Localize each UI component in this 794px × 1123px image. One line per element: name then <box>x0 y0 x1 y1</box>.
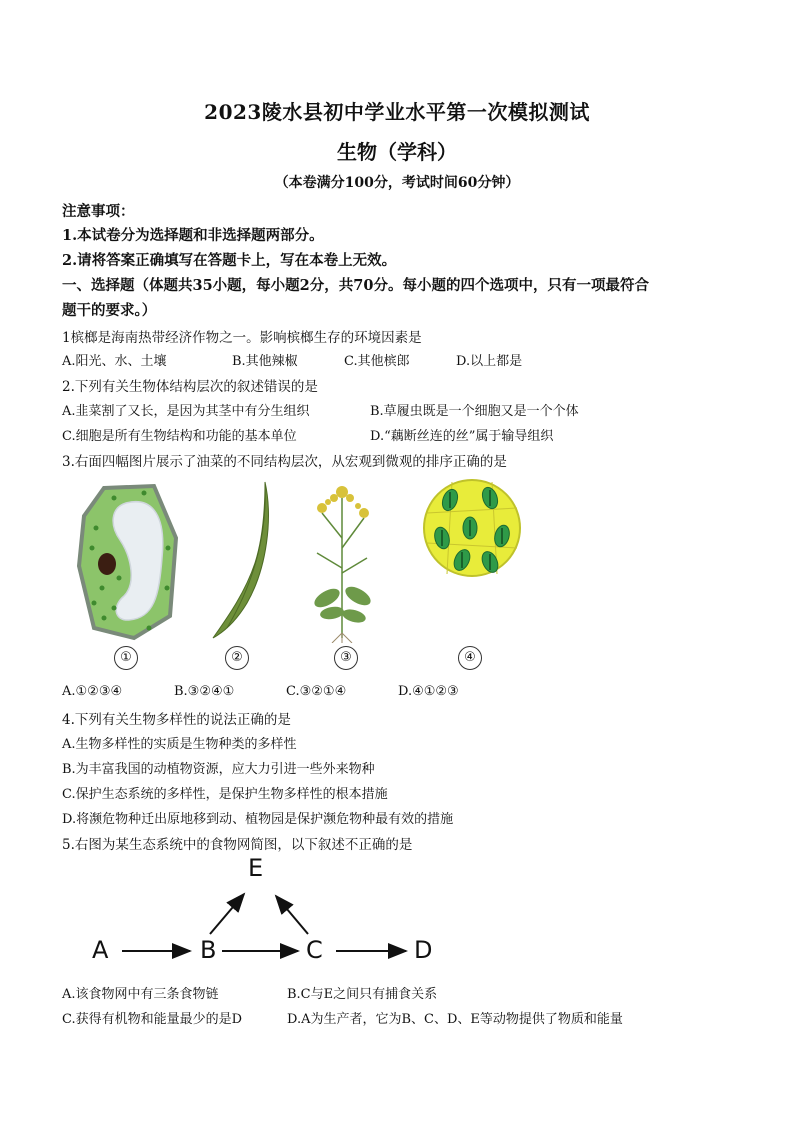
section-heading-cont: 题干的要求。） <box>62 302 157 319</box>
q4-option-c[interactable]: C.保护生态系统的多样性，是保护生物多样性的根本措施 <box>62 787 388 802</box>
q3-stem: 3.右面四幅图片展示了油菜的不同结构层次，从宏观到微观的排序正确的是 <box>62 454 507 470</box>
exam-title: 2023陵水县初中学业水平第一次模拟测试 <box>204 100 590 124</box>
q2-option-c[interactable]: C.细胞是所有生物结构和功能的基本单位 <box>62 429 297 444</box>
q1-stem: 1槟榔是海南热带经济作物之一。影响槟榔生存的环境因素是 <box>62 330 422 346</box>
figure-label-3: ③ <box>334 646 358 670</box>
q2-option-d[interactable]: D.“藕断丝连的丝”属于输导组织 <box>370 429 554 444</box>
q3-figures <box>62 478 702 668</box>
q5-option-c[interactable]: C.获得有机物和能量最少的是D <box>62 1012 243 1027</box>
q1-option-d[interactable]: D.以上都是 <box>456 354 523 369</box>
q5-option-d[interactable]: D.A为生产者，它为B、C、D、E等动物提供了物质和能量 <box>287 1012 623 1027</box>
seed-pod-image <box>207 478 277 643</box>
figure-label-4: ④ <box>458 646 482 670</box>
q1-option-b[interactable]: B.其他辣椒 <box>232 354 298 369</box>
q4-option-a[interactable]: A.生物多样性的实质是生物种类的多样性 <box>62 737 297 752</box>
section-heading: 一、选择题（体题共35小题，每小题2分，共70分。每小题的四个选项中，只有一项最符合 <box>62 277 649 294</box>
q1-option-c[interactable]: C.其他槟郎 <box>344 354 410 369</box>
arrow-c-to-e <box>276 896 308 934</box>
node-b: B <box>200 936 217 964</box>
food-web-arrows <box>80 852 460 972</box>
food-web-diagram <box>80 852 460 972</box>
q5-option-a[interactable]: A.该食物网中有三条食物链 <box>62 987 219 1002</box>
plant-cell-image <box>74 478 184 643</box>
leaf-epidermis-image <box>422 478 522 578</box>
q2-stem: 2.下列有关生物体结构层次的叙述错误的是 <box>62 379 318 395</box>
q1-option-a[interactable]: A.阳光、水、土壤 <box>62 354 167 369</box>
q3-option-c[interactable]: C.③②①④ <box>286 684 347 699</box>
figure-label-1: ① <box>114 646 138 670</box>
node-e: E <box>248 854 264 882</box>
notice-heading: 注意事项： <box>62 203 135 220</box>
q5-stem: 5.右图为某生态系统中的食物网简图，以下叙述不正确的是 <box>62 837 413 853</box>
q2-option-a[interactable]: A.韭菜割了又长，是因为其茎中有分生组织 <box>62 404 310 419</box>
notice-item-2: 2.请将答案正确填写在答题卡上，写在本卷上无效。 <box>62 252 397 269</box>
q4-option-b[interactable]: B.为丰富我国的动植物资源，应大力引进一些外来物种 <box>62 762 375 777</box>
arrow-b-to-e <box>210 894 244 934</box>
node-a: A <box>92 936 109 964</box>
notice-item-1: 1.本试卷分为选择题和非选择题两部分。 <box>62 227 324 244</box>
exam-info: （本卷满分100分，考试时间60分钟） <box>274 175 520 191</box>
q3-option-a[interactable]: A.①②③④ <box>62 684 123 699</box>
q3-option-b[interactable]: B.③②④① <box>174 684 235 699</box>
exam-subject: 生物（学科） <box>337 140 457 164</box>
node-c: C <box>306 936 323 964</box>
figure-label-2: ② <box>225 646 249 670</box>
rapeseed-plant-image <box>302 478 382 643</box>
node-d: D <box>414 936 433 964</box>
q5-option-b[interactable]: B.C与E之间只有捕食关系 <box>287 987 438 1002</box>
q2-option-b[interactable]: B.草履虫既是一个细胞又是一个个体 <box>370 404 579 419</box>
q3-option-d[interactable]: D.④①②③ <box>398 684 459 699</box>
q4-option-d[interactable]: D.将濒危物种迁出原地移到动、植物园是保护濒危物种最有效的措施 <box>62 812 454 827</box>
q4-stem: 4.下列有关生物多样性的说法正确的是 <box>62 712 291 728</box>
